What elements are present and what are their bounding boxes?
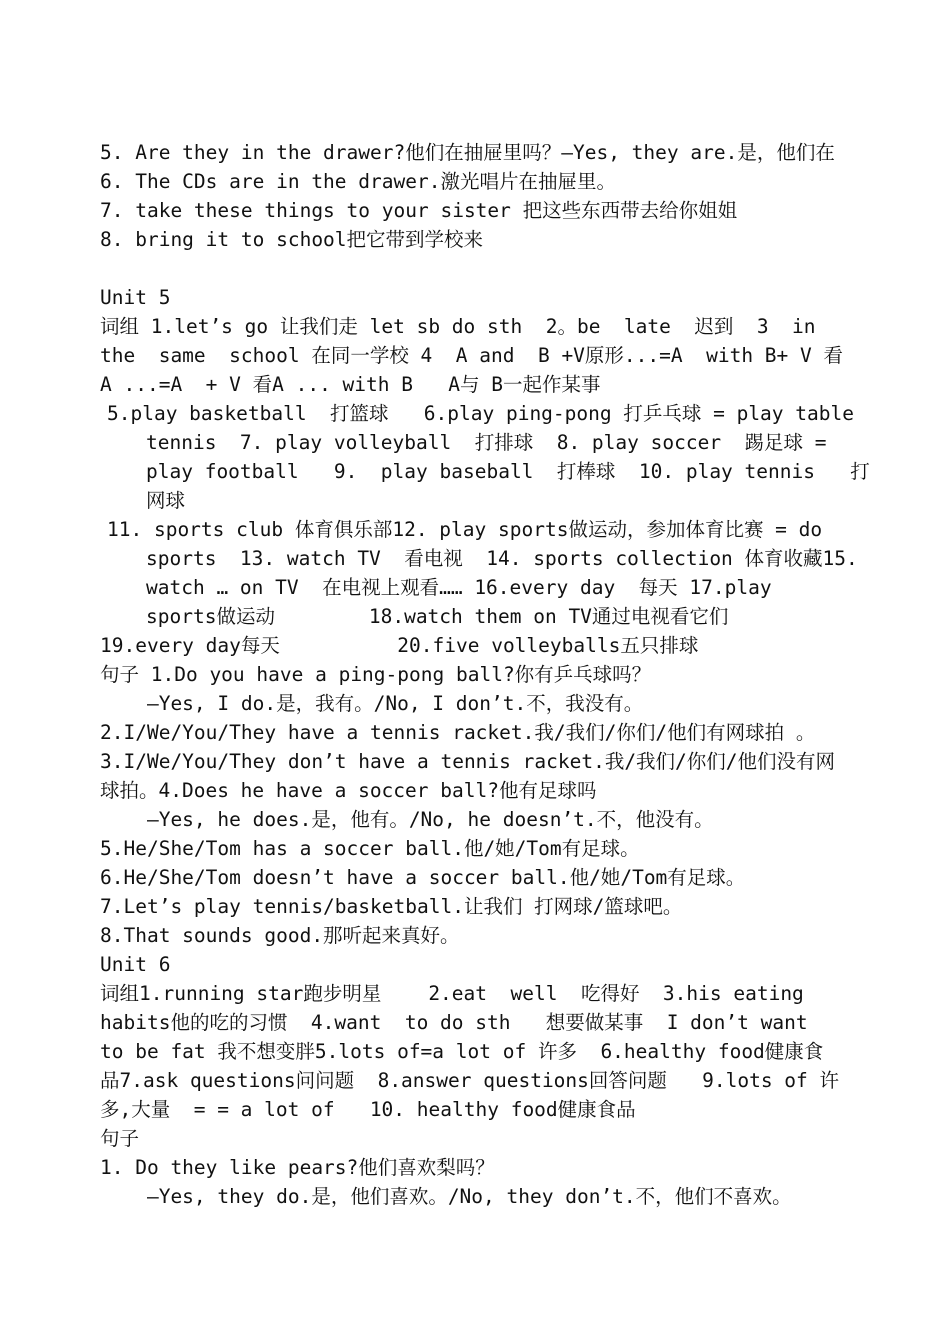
- text-line: 句子 1.Do you have a ping-pong ball?你有乒乓球吗？: [100, 663, 652, 686]
- text-line: A ...=A + V 看A ... with B A与 B一起作某事: [100, 373, 601, 396]
- text-line: watch … on TV 在电视上观看…… 16.every day 每天 17.play: [146, 576, 772, 599]
- text-line: 8. bring it to school把它带到学校来: [100, 228, 484, 251]
- text-line: 品7.ask questions问问题 8.answer questions回答问题 9.lots of 许: [100, 1069, 840, 1092]
- text-line: play football 9. play baseball 打棒球 10. play tennis 打: [146, 460, 870, 483]
- text-line: —Yes, he does.是，他有。/No, he doesn’t.不，他没有。: [100, 808, 714, 831]
- text-line: 1. Do they like pears?他们喜欢梨吗？: [100, 1156, 495, 1179]
- text-line: 词组 1.let’s go 让我们走 let sb do sth 2。be late 迟到 3 in: [100, 315, 816, 338]
- text-line: 句子: [100, 1127, 140, 1150]
- text-line: 2.I/We/You/They have a tennis racket.我/我们/你们/他们有网球拍 。: [100, 721, 816, 744]
- text-line: —Yes, they do.是，他们喜欢。/No, they don’t.不，他们不喜欢。: [100, 1185, 792, 1208]
- text-line: 11. sports club 体育俱乐部12. play sports做运动，参加体育比赛 = do: [107, 518, 823, 541]
- text-line: sports 13. watch TV 看电视 14. sports collection 体育收藏15.: [146, 547, 858, 570]
- text-line: 5.play basketball 打篮球 6.play ping-pong 打乒乓球 = play table: [107, 402, 854, 425]
- text-line: —Yes, I do.是，我有。/No, I don’t.不，我没有。: [100, 692, 644, 715]
- text-line: 7. take these things to your sister 把这些东西带去给你姐姐: [100, 199, 738, 222]
- text-line: 19.every day每天 20.five volleyballs五只排球: [100, 634, 699, 657]
- text-line: 多,大量 = = a lot of 10. healthy food健康食品: [100, 1098, 636, 1121]
- text-line: 网球: [146, 489, 186, 512]
- unit-heading: Unit 5: [100, 286, 171, 309]
- text-line: 7.Let’s play tennis/basketball.让我们 打网球/篮球吧。: [100, 895, 683, 918]
- text-line: the same school 在同一学校 4 A and B +V原形...=A with B+ V 看: [100, 344, 843, 367]
- text-line: 球拍。4.Does he have a soccer ball?他有足球吗: [100, 779, 597, 802]
- unit-heading: Unit 6: [100, 953, 171, 976]
- text-line: habits他的吃的习惯 4.want to do sth 想要做某事 I don’t want: [100, 1011, 808, 1034]
- text-line: to be fat 我不想变胖5.lots of=a lot of 许多 6.healthy food健康食: [100, 1040, 824, 1063]
- text-line: 3.I/We/You/They don’t have a tennis racket.我/我们/你们/他们没有网: [100, 750, 836, 773]
- text-line: 5. Are they in the drawer?他们在抽屉里吗？—Yes, they are.是，他们在: [100, 141, 835, 164]
- text-line: 词组1.running star跑步明星 2.eat well 吃得好 3.his eating: [100, 982, 804, 1005]
- text-line: 5.He/She/Tom has a soccer ball.他/她/Tom有足球。: [100, 837, 640, 860]
- text-line: 6. The CDs are in the drawer.激光唱片在抽屉里。: [100, 170, 616, 193]
- text-line: sports做运动 18.watch them on TV通过电视看它们: [146, 605, 729, 628]
- text-line: 8.That sounds good.那听起来真好。: [100, 924, 460, 947]
- text-line: 6.He/She/Tom doesn’t have a soccer ball.他/她/Tom有足球。: [100, 866, 746, 889]
- text-line: tennis 7. play volleyball 打排球 8. play soccer 踢足球 =: [146, 431, 827, 454]
